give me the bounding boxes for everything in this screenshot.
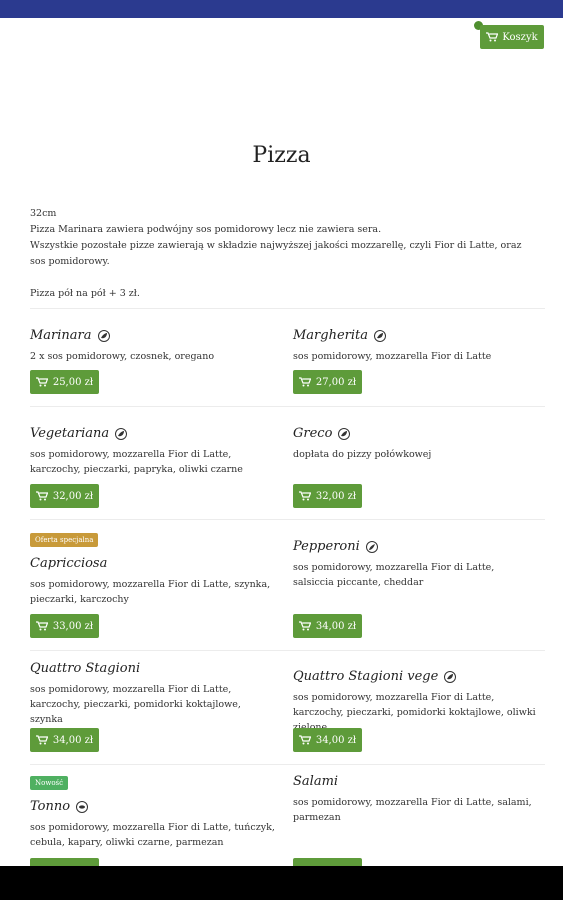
menu-item-quattro-stagioni (30, 661, 275, 727)
add-to-cart-button[interactable] (293, 370, 362, 394)
price-label: 34,00 zł (52, 734, 94, 746)
item-name: Capricciosa (30, 556, 108, 571)
vegetarian-icon (374, 330, 386, 342)
item-name: Quattro Stagioni vege (293, 669, 439, 684)
spicy-icon (366, 541, 378, 553)
new-badge: Nowość (30, 776, 68, 790)
cart-icon (299, 621, 311, 631)
item-description: dopłata do pizzy połówkowej (293, 449, 432, 460)
item-name: Salami (293, 774, 339, 789)
item-description: sos pomidorowy, mozzarella Fior di Latte, karczochy, pieczarki, pomidorki koktajlowe, szynka (30, 684, 241, 725)
add-to-cart-button[interactable] (30, 614, 99, 638)
vegetarian-icon (338, 428, 350, 440)
cart-icon (299, 377, 311, 387)
menu-item-tonno (30, 799, 275, 850)
add-to-cart-button[interactable] (30, 484, 99, 508)
cart-icon (36, 377, 48, 387)
add-to-cart-button[interactable] (293, 614, 362, 638)
item-name: Pepperoni (293, 539, 360, 554)
menu-item-capricciosa (30, 556, 275, 607)
divider (30, 764, 545, 765)
special-offer-badge: Oferta specjalna (30, 533, 98, 547)
item-name: Greco (293, 426, 333, 441)
item-description: sos pomidorowy, mozzarella Fior di Latte (293, 351, 492, 362)
price-label: 34,00 zł (315, 620, 357, 632)
cart-icon (299, 735, 311, 745)
add-to-cart-button[interactable] (30, 728, 99, 752)
add-to-cart-button[interactable] (293, 728, 362, 752)
divider (30, 650, 545, 651)
item-name: Marinara (30, 328, 92, 343)
price-label: 33,00 zł (52, 620, 94, 632)
half-half-note: Pizza pół na pół + 3 zł. (30, 288, 140, 299)
menu-item-margherita (293, 328, 538, 364)
vegetarian-icon (98, 330, 110, 342)
item-name: Vegetariana (30, 426, 110, 441)
menu-item-pepperoni (293, 539, 538, 590)
menu-item-salami (293, 774, 538, 825)
divider (30, 519, 545, 520)
item-description: sos pomidorowy, mozzarella Fior di Latte, szynka, pieczarki, karczochy (30, 579, 271, 605)
add-to-cart-button[interactable] (30, 370, 99, 394)
item-description: sos pomidorowy, mozzarella Fior di Latte, salami, parmezan (293, 797, 532, 823)
item-name: Tonno (30, 799, 71, 814)
navigation-bar (0, 866, 563, 900)
fish-icon (76, 801, 88, 813)
price-label: 27,00 zł (315, 376, 357, 388)
intro-line-1: Pizza Marinara zawiera podwójny sos pomidorowy lecz nie zawiera sera. (30, 224, 382, 235)
vegetarian-icon (444, 671, 456, 683)
item-description: 2 x sos pomidorowy, czosnek, oregano (30, 351, 215, 362)
status-bar (0, 0, 563, 18)
cart-icon (36, 491, 48, 501)
vegetarian-icon (115, 428, 127, 440)
divider (30, 308, 545, 309)
page-title: Pizza (252, 143, 311, 168)
cart-icon (299, 491, 311, 501)
cart-icon (486, 32, 498, 42)
menu-intro (30, 206, 530, 302)
menu-item-marinara (30, 328, 275, 364)
cart-button[interactable] (480, 25, 544, 49)
item-description: sos pomidorowy, mozzarella Fior di Latte, karczochy, pieczarki, pomidorki koktajlowe, oliwki (293, 692, 536, 718)
cart-icon (36, 621, 48, 631)
cart-label: Koszyk (502, 31, 538, 43)
item-description: sos pomidorowy, mozzarella Fior di Latte, salsiccia piccante, cheddar (293, 562, 495, 588)
item-name: Margherita (293, 328, 369, 343)
intro-line-2: Wszystkie pozostałe pizze zawierają w składzie najwyższej jakości mozzarellę, czyli Fior di Latte, oraz sos pomidorowy. (30, 240, 522, 267)
menu-item-quattro-stagioni-vege (293, 669, 538, 735)
add-to-cart-button[interactable] (293, 484, 362, 508)
item-name: Quattro Stagioni (30, 661, 141, 676)
price-label: 34,00 zł (315, 734, 357, 746)
item-description: sos pomidorowy, mozzarella Fior di Latte, karczochy, pieczarki, papryka, oliwki czarne (30, 449, 243, 475)
menu-item-vegetariana (30, 426, 275, 477)
divider (30, 406, 545, 407)
item-description: sos pomidorowy, mozzarella Fior di Latte, tuńczyk, cebula, kapary, oliwki czarne, parmezan (30, 822, 275, 848)
menu-item-greco (293, 426, 538, 462)
price-label: 32,00 zł (52, 490, 94, 502)
pizza-size: 32cm (30, 208, 57, 219)
price-label: 25,00 zł (52, 376, 94, 388)
price-label: 32,00 zł (315, 490, 357, 502)
cart-icon (36, 735, 48, 745)
